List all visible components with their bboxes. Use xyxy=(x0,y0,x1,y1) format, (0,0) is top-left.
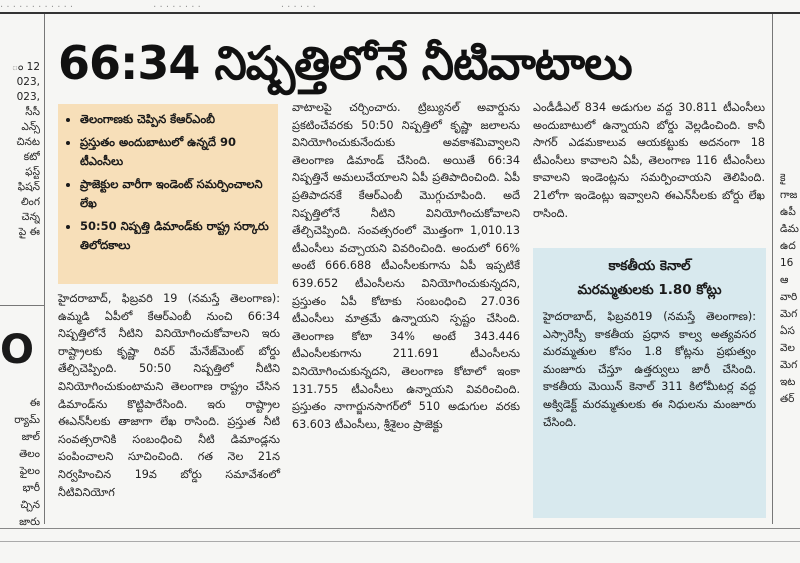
article-column-2 xyxy=(292,99,520,433)
highlight-item: • తెలంగాణకు చెప్పిన కేఆర్ఎంబీ xyxy=(80,110,270,129)
column-3-text: ఎండీడీఎల్ 834 అడుగుల వద్ద 30.811 టీఎంసీలు అందుబాటులో ఉన్నాయని బోర్డు వెల్లడించింది. కానీ సాగర్ ఎడమకాలువ ఆయకట్టుకు అదనంగా 18 టీఎంసీలు కావాలని ఏపీ, తెలంగాణ 116 టీఎంసీలు కావాలని ఇండెంట్లను సమర్పించాయని తెలిపింది. 21లోగా ఇండెంట్లు ఇవ్వాలని ఈఎన్‌సీలకు బోర్డు లేఖ రాసింది. xyxy=(533,101,765,220)
previous-article-strip: . . . . . . . . . . . . . . . . . . . . . . . . . . xyxy=(0,0,316,10)
article-column-1 xyxy=(58,290,280,501)
highlights-box xyxy=(58,104,278,284)
left-neighbor-column: ం 12 023, 023, సీసీ ఎన్స్ చినట కటో ఫస్ట్ ఫిషన్ లింగ చెన్న పై ఈ xyxy=(11,61,40,238)
top-rule xyxy=(0,12,800,14)
right-column-divider xyxy=(772,14,773,524)
highlight-item: • ప్రస్తుతం అందుబాటులో ఉన్నదే 90 టీఎంసీలు xyxy=(80,133,270,171)
sidebar-title-line1: కాకతీయ కెనాల్ xyxy=(608,258,691,274)
sidebar-title-line2: మరమ్మతులకు 1.80 కోట్లు xyxy=(577,282,722,298)
left-neighbor-heading: O xyxy=(0,327,35,373)
left-column-divider xyxy=(44,14,45,524)
article-headline: 66:34 నిష్పత్తిలోనే నీటివాటాలు xyxy=(58,36,632,90)
bottom-rule xyxy=(0,528,800,529)
column-2-text: వాటాలపై చర్చించారు. ట్రిబ్యునల్ అవార్డును ప్రకటించేవరకు 50:50 నిష్పత్తిలో కృష్ణా జలాలను వినియోగించుకునేందుకు అవకాశమివ్వాలని తెలంగాణ డిమాండ్ చేసింది. అయితే 66:34 నిష్పత్తినే అమలుచేయాలని ఏపీ ప్రతిపాదించింది. ఏపీ ప్రతిపాదనకే కేఆర్ఎంబీ మొగ్గుచూపింది. అదే నిష్పత్తిలోనే నీటిని వినియోగించుకోవాలని తేల్చిచెప్పింది. సంవత్సరంలో మొత్తంగా 1,010.13 టీఎంసీలు వచ్చాయని వివరించింది. అందులో 66% అంటే 666.688 టీఎంసీలకుగాను ఏపీ ఇప్పటికే 639.652 టీఎంసీలను వినియోగించుకున్నదని, ప్రస్తుతం ఏపీ కోటాకు సంబంధించి 27.036 టీఎంసీలు మాత్రమే ఉన్నాయని స్పష్టం చేసింది. తెలంగాణ కోటా 34% అంటే 343.446 టీఎంసీలకుగాను 211.691 టీఎంసీలను వినియోగించుకున్నదని, తెలంగాణ కోటాలో ఇంకా 131.755 టీఎంసీలు ఉన్నాయని వివరించింది. ప్రస్తుతం నాగార్జునసాగర్‌లో 510 అడుగుల వరకు 63.603 టీఎంసీలు, శ్రీశైలం ప్రాజెక్టు xyxy=(292,101,520,431)
sidebar-body: హైదరాబాద్, ఫిబ్రవరి19 (నమస్తే తెలంగాణ): ఎస్సారెస్పీ కాకతీయ ప్రధాన కాల్వ అత్యవసర మరమ్మతుల కోసం 1.8 కోట్లను ప్రభుత్వం మంజూరు చేస్తూ ఉత్తర్వులు జారీ చేసింది. కాకతీయ మెయిన్ కెనాల్ 311 కిలోమీటర్ల వద్ద అక్విడెక్ట్ మరమ్మతులకు ఈ నిధులను మంజూరు చేసింది. xyxy=(543,310,756,429)
column-1-text: హైదరాబాద్, ఫిబ్రవరి 19 (నమస్తే తెలంగాణ): ఉమ్మడి ఏపీలో కేఆర్ఎంబీ నుంచి 66:34 నిష్పత్తిలోనే నీటిని వినియోగించుకోవాలని ఇరు రాష్ట్రాలకు కృష్ణా రివర్ మేనేజ్‌మెంట్ బోర్డు తేల్చిచెప్పింది. 50:50 నిష్పత్తిలో నీటిని వినియోగించుకుంటామని తెలంగాణ రాష్ట్రం చేసిన డిమాండ్‌ను కొట్టిపారేసింది. ఇరు రాష్ట్రాల ఈఎన్‌సీలకు తాజాగా లేఖ రాసింది. ప్రస్తుత నీటి సంవత్సరానికి సంబంధించి నీటి డిమాండ్లను పంపించాలని సూచించింది. గత నెల 21న నిర్వహించిన 19వ బోర్డు సమావేశంలో నీటివినియోగ xyxy=(58,292,280,499)
left-divider-2 xyxy=(0,305,44,306)
highlight-item: • ప్రాజెక్టుల వారీగా ఇండెంట్ సమర్పించాలని లేఖ xyxy=(80,175,270,213)
highlight-item: • 50:50 నిష్పత్తి డిమాండ్‌కు రాష్ట్ర సర్కారు తిలోదకాలు xyxy=(80,217,270,255)
bottom-rule-2 xyxy=(0,541,800,542)
left-neighbor-column-lower: ఈ ర్యామ్ జాల్ తెలం ఫైలం భారీ చ్చిన జారు xyxy=(14,397,40,528)
right-neighbor-column: కై గాజ ఉపీ డిమ ఉద 16 ఆ వారి మెగ ఏస వెల మెగ ఇట తర్ xyxy=(780,172,799,405)
article-column-3 xyxy=(533,99,765,222)
kakatiya-canal-sidebar xyxy=(533,248,766,518)
